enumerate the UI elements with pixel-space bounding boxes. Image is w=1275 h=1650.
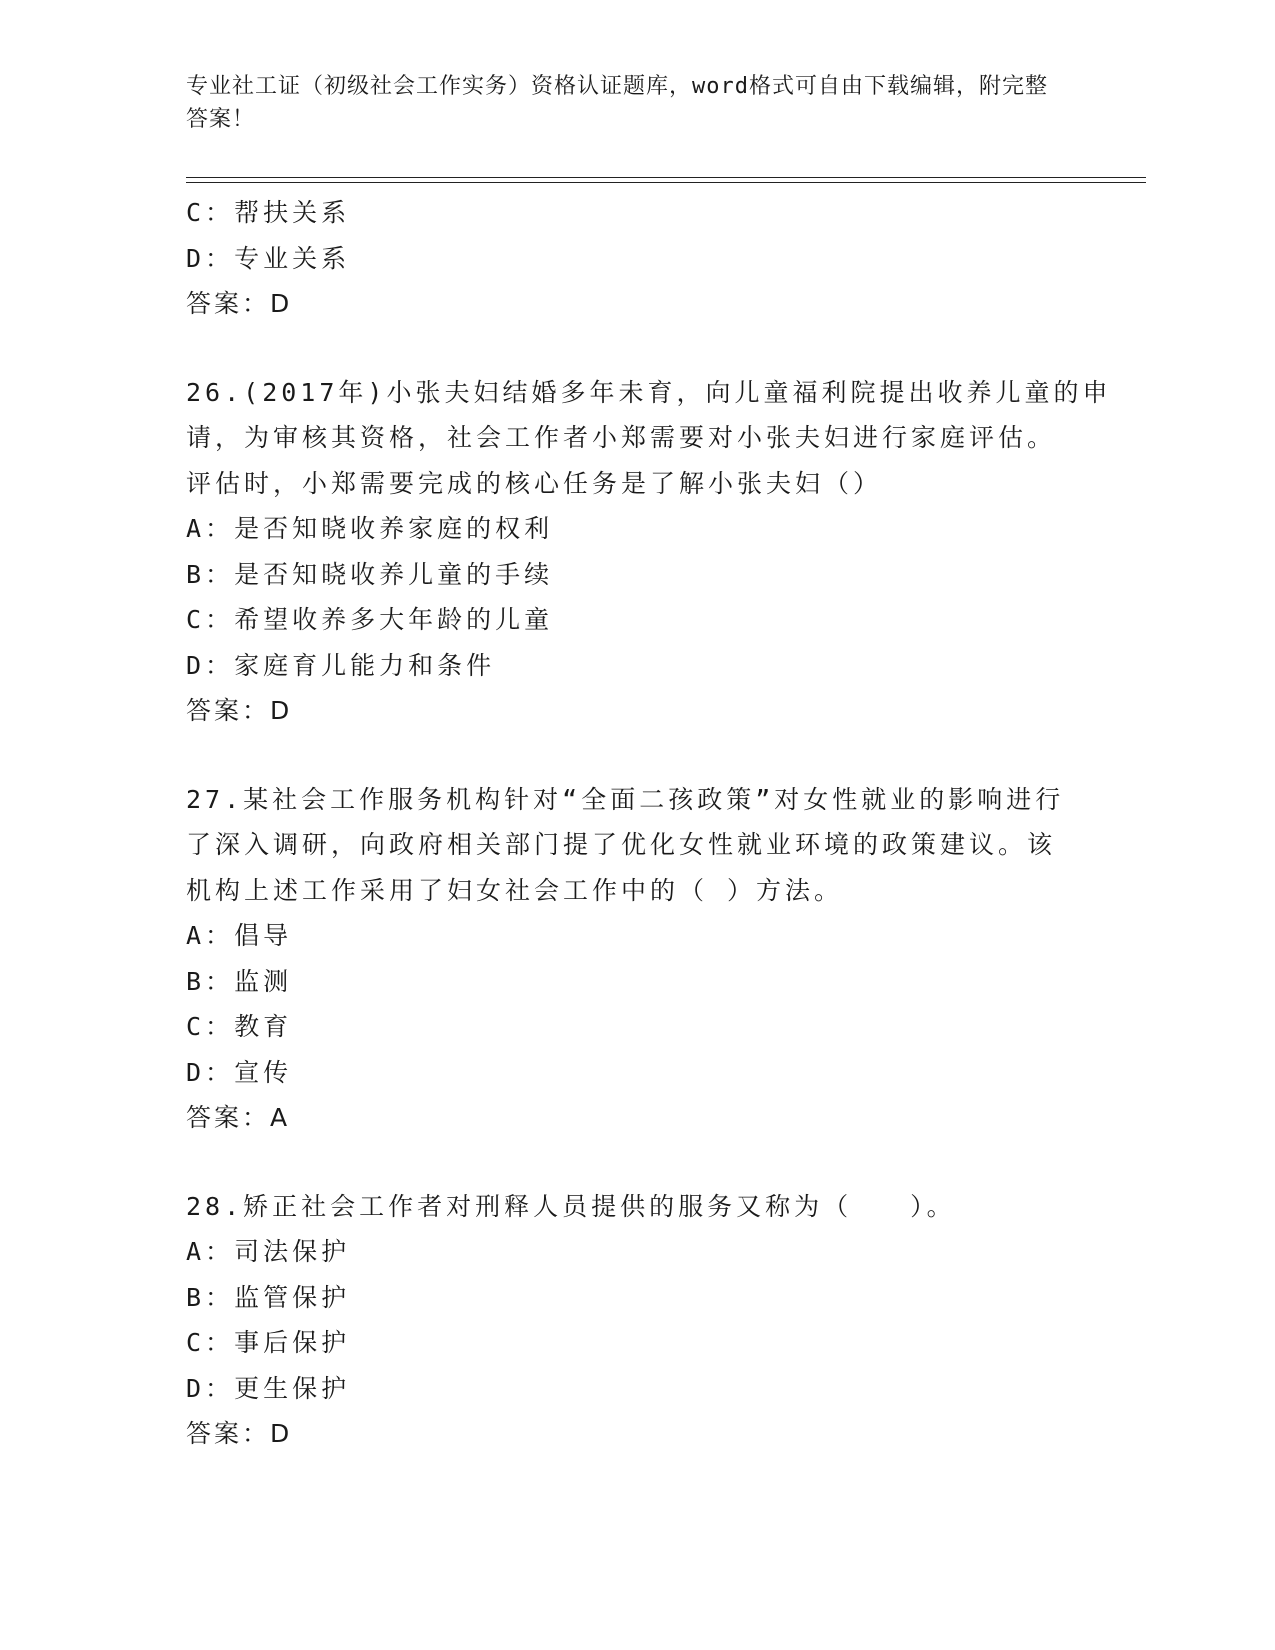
spacer [186,327,1086,370]
option-d [186,1366,1086,1412]
document-header [186,70,1146,136]
answer: 答案：D [186,289,293,318]
question-stem-line: 26.(2017年)小张夫妇结婚多年未育，向儿童福利院提出收养儿童的申 [186,377,1112,407]
spacer [186,734,1086,777]
option-text: 倡导 [234,921,293,950]
option-text: 教育 [234,1012,293,1041]
question-26 [186,370,1112,734]
header-divider-bottom [186,182,1146,183]
option-b [186,552,1086,598]
option-a [186,506,1086,552]
option-a [186,913,1086,959]
question-stem-line: 27.某社会工作服务机构针对“全面二孩政策”对女性就业的影响进行 [186,784,1065,814]
option-label: A： [186,514,235,543]
option-text: 宣传 [234,1057,293,1087]
option-b [186,959,1086,1005]
question-28 [186,1184,1086,1457]
option-c [186,190,1086,236]
question-stem-line: 请，为审核其资格，社会工作者小郑需要对小张夫妇进行家庭评估。 [186,423,1057,452]
option-label: A： [186,921,235,950]
option-d [186,1050,1086,1096]
option-a [186,1229,1086,1275]
option-label: C： [186,1328,235,1357]
option-text: 希望收养多大年龄的儿童 [234,605,554,634]
option-label: D： [186,1373,235,1403]
question-content [186,190,1112,1457]
question-stem-line: 28.矫正社会工作者对刑释人员提供的服务又称为（ ）。 [186,1191,956,1221]
option-label: D： [186,1057,235,1087]
option-text: 司法保护 [234,1237,351,1266]
option-c [186,1320,1086,1366]
option-label: B： [186,1282,235,1312]
option-label: D： [186,243,235,273]
option-text: 家庭育儿能力和条件 [234,650,496,680]
question-stem-line: 机构上述工作采用了妇女社会工作中的（ ）方法。 [186,875,844,905]
option-text: 是否知晓收养儿童的手续 [234,559,554,589]
option-text: 更生保护 [234,1373,351,1403]
option-text: 专业关系 [234,243,351,273]
option-label: B： [186,559,235,589]
option-text: 帮扶关系 [234,198,351,227]
option-text: 是否知晓收养家庭的权利 [234,514,554,543]
option-c [186,597,1086,643]
question-27 [186,777,1086,1141]
option-label: C： [186,198,235,227]
answer: 答案：D [186,696,293,725]
carryover-block [186,190,1086,327]
spacer [186,1141,1086,1184]
option-text: 监管保护 [234,1282,351,1312]
option-label: D： [186,650,235,680]
option-label: C： [186,1012,235,1041]
option-label: C： [186,605,235,634]
answer: 答案：D [186,1419,293,1448]
header-divider-top [186,177,1146,178]
option-label: A： [186,1237,235,1266]
option-d [186,643,1086,689]
option-d [186,236,1086,282]
option-b [186,1275,1086,1321]
header-text: 专业社工证（初级社会工作实务）资格认证题库，word格式可自由下载编辑，附完整答案！ [186,74,1048,132]
option-text: 监测 [234,966,293,996]
answer: 答案：A [186,1103,291,1132]
option-c [186,1004,1086,1050]
question-stem-line: 了深入调研，向政府相关部门提了优化女性就业环境的政策建议。该 [186,830,1057,859]
option-text: 事后保护 [234,1328,351,1357]
option-label: B： [186,966,235,996]
question-stem-line: 评估时，小郑需要完成的核心任务是了解小张夫妇（） [186,468,883,498]
